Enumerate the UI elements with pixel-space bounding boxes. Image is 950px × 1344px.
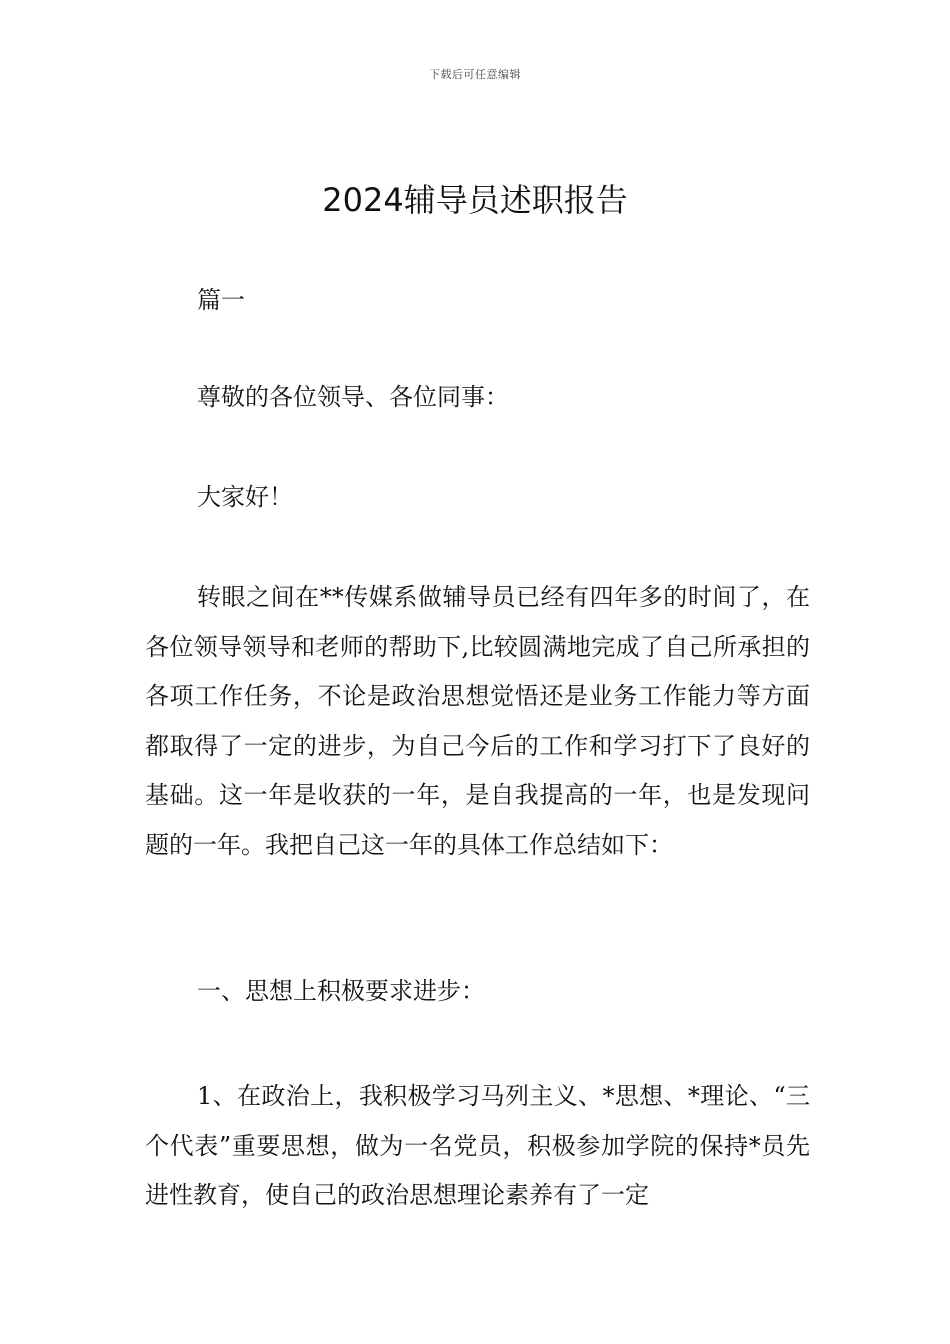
greeting-paragraph: 大家好！ <box>197 483 293 511</box>
salutation-paragraph: 尊敬的各位领导、各位同事： <box>197 383 509 411</box>
section-label: 篇一 <box>197 286 245 314</box>
document-title: 2024辅导员述职报告 <box>322 181 628 219</box>
section-heading: 一、思想上积极要求进步： <box>197 977 485 1005</box>
body-paragraph: 转眼之间在**传媒系做辅导员已经有四年多的时间了，在各位领导领导和老师的帮助下,比较圆满地完成了自己所承担的各项工作任务，不论是政治思想觉悟还是业务工作能力等方面都取得了一定的进步，为自己今后的工作和学习打下了良好的基础。这一年是收获的一年，是自我提高的一年，也是发现问题的一年。我把自己这一年的具体工作总结如下： <box>145 583 810 859</box>
body-paragraph: 1、在政治上，我积极学习马列主义、*思想、*理论、“三个代表”重要思想，做为一名党员，积极参加学院的保持*员先进性教育，使自己的政治思想理论素养有了一定 <box>145 1082 810 1210</box>
header-note: 下载后可任意编辑 <box>429 68 521 81</box>
